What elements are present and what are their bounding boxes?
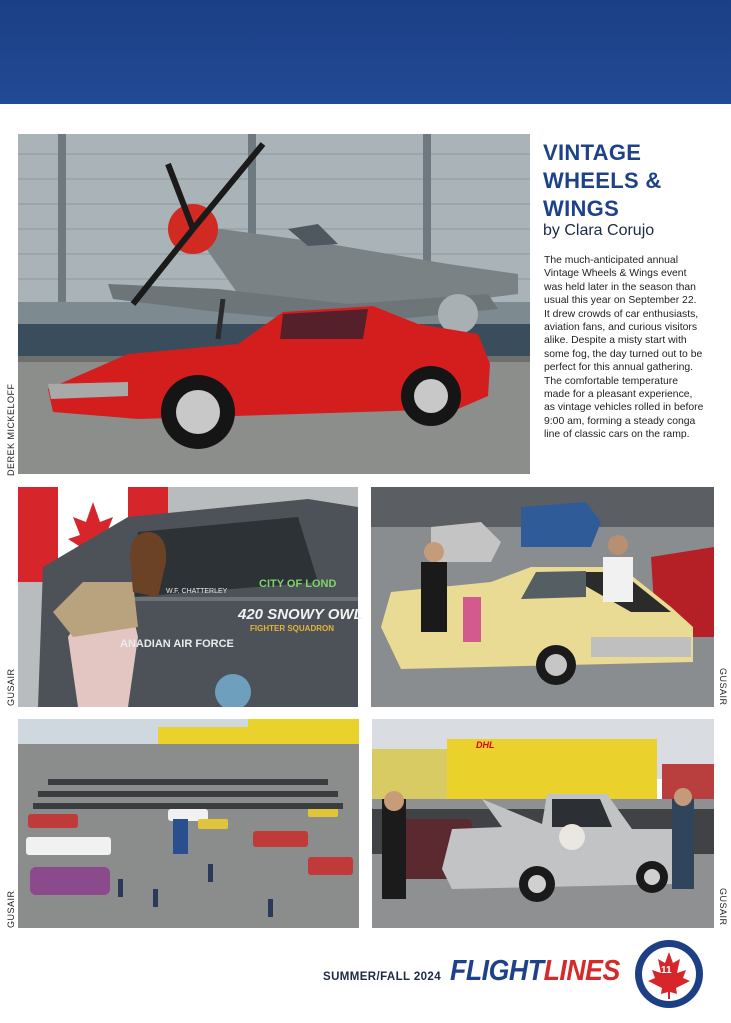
body-line: 9:00 am, forming a steady conga [544, 415, 696, 427]
car-door-squadron-sub: FIGHTER SQUADRON [250, 624, 334, 633]
roundel-number: 11 [661, 965, 672, 976]
body-line: perfect for this annual gathering. [544, 362, 694, 374]
car-door-name: W.F. CHATTERLEY [166, 588, 228, 595]
body-line: It drew crowds of car enthusiasts, [544, 308, 699, 320]
photo-yellow-car [371, 487, 714, 707]
body-line: as vintage vehicles rolled in before [544, 402, 704, 414]
article-title [543, 139, 723, 223]
body-line: The much-anticipated annual [544, 255, 679, 266]
body-line: alike. Despite a misty start with [544, 335, 687, 347]
magazine-logo-part2: LINES [543, 955, 620, 987]
hero-photo-credit: DEREK MICKELOFF [6, 383, 16, 476]
article-title-line: VINTAGE [543, 140, 642, 165]
article-body [544, 254, 722, 442]
photo-pickup-truck [372, 719, 714, 928]
body-line: The comfortable temperature [544, 375, 678, 387]
photo-parking-lot [18, 719, 359, 928]
body-line: aviation fans, and curious visitors [544, 322, 698, 334]
car-door-city: CITY OF LOND [259, 578, 337, 590]
article-title-line: WINGS [543, 196, 620, 221]
photo-2-credit: GUSAIR [6, 668, 16, 706]
car-door-squadron: 420 SNOWY OWL [238, 606, 363, 623]
issue-season: SUMMER/FALL 2024 [323, 971, 442, 983]
photo-grey-car-girl [18, 487, 358, 707]
body-line: Vintage Wheels & Wings event [544, 268, 687, 280]
body-line: made for a pleasant experience, [544, 389, 693, 401]
article-title-line: WHEELS & [543, 168, 662, 193]
warehouse-sign: DHL [476, 740, 495, 750]
hero-photo [18, 134, 530, 474]
body-line: some fog, the day turned out to be [544, 348, 703, 360]
photo-5-credit: GUSAIR [718, 888, 728, 926]
photo-4-credit: GUSAIR [6, 890, 16, 928]
body-line: usual this year on September 22. [544, 295, 697, 307]
photo-3-credit: GUSAIR [718, 668, 728, 706]
magazine-logo [450, 955, 620, 988]
magazine-logo-part1: FLIGHT [450, 955, 544, 987]
article-byline: by Clara Corujo [543, 222, 655, 239]
car-door-force: ANADIAN AIR FORCE [120, 638, 234, 650]
body-line: was held later in the season than [544, 281, 696, 293]
header-band [0, 0, 731, 104]
body-line: line of classic cars on the ramp. [544, 429, 690, 441]
